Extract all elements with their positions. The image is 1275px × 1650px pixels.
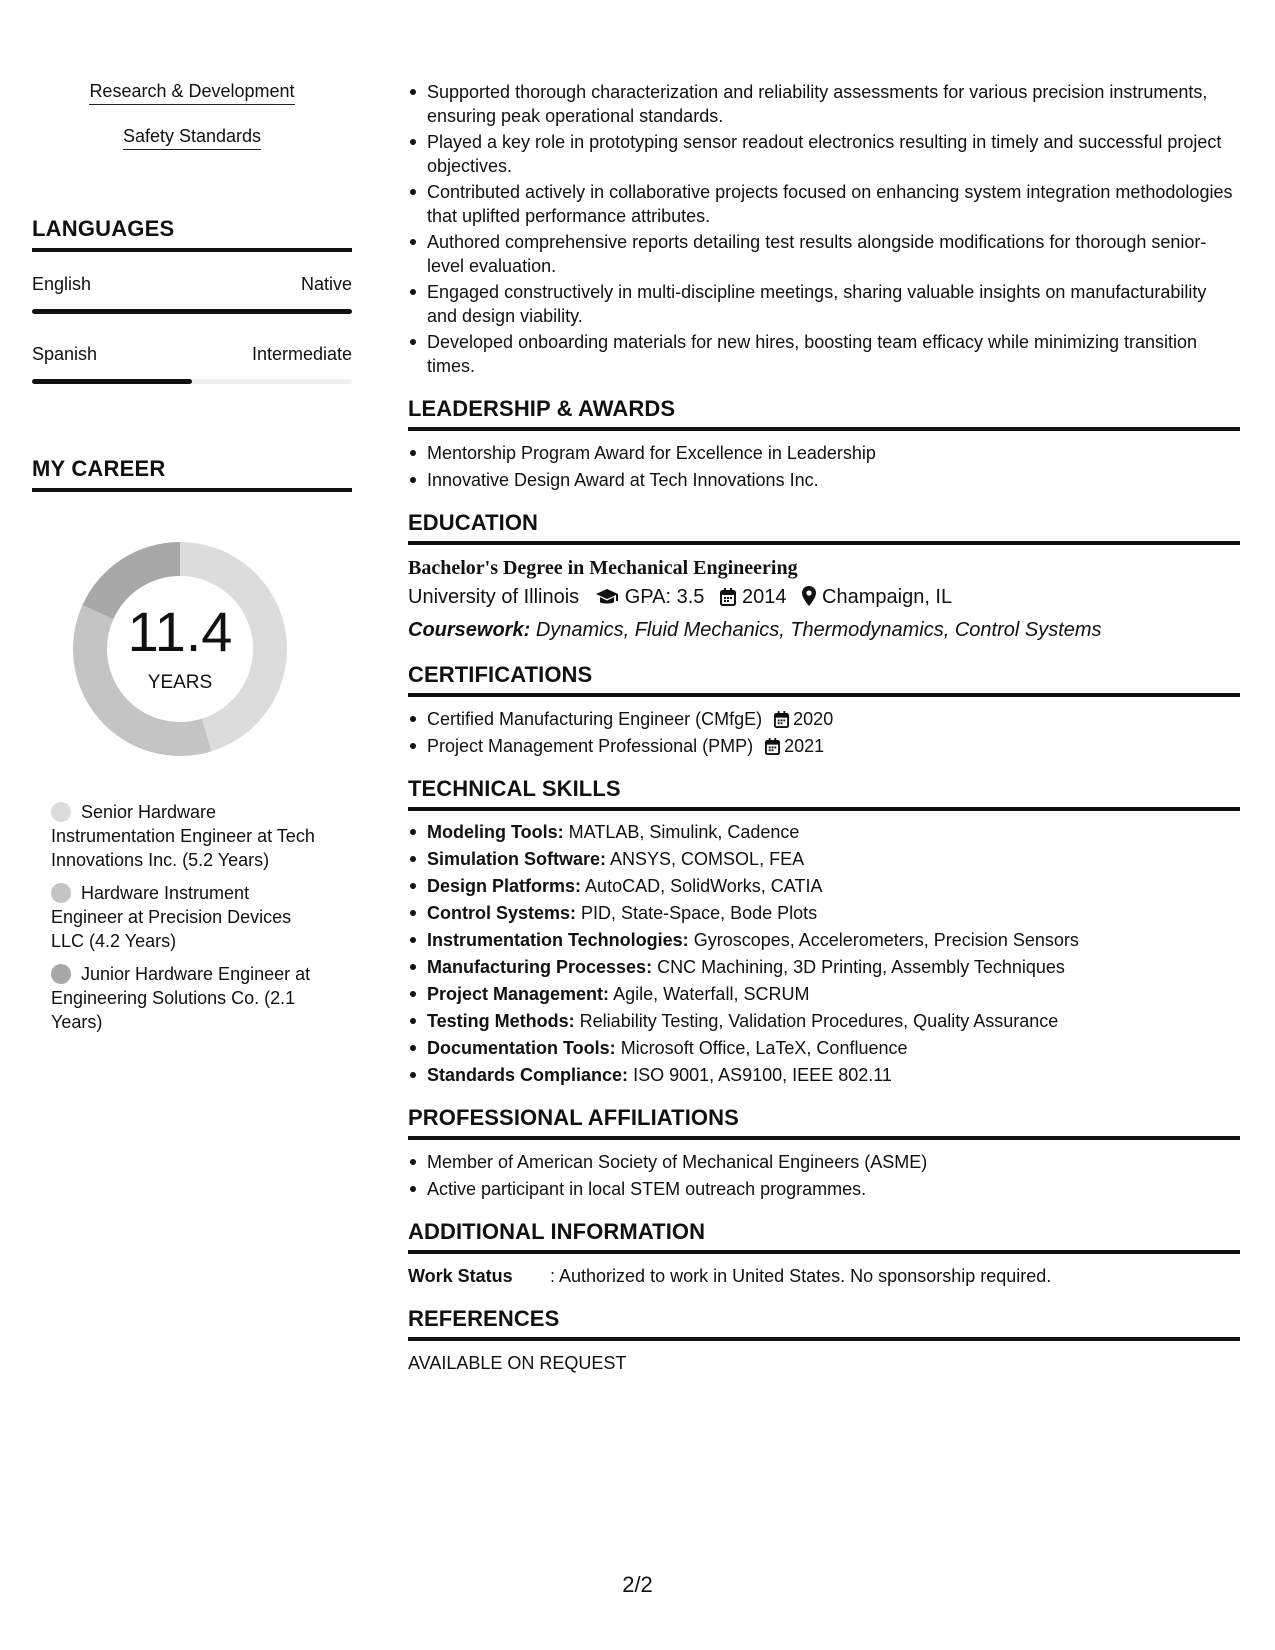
references-text: AVAILABLE ON REQUEST [408, 1353, 627, 1373]
affiliation-item: Member of American Society of Mechanical Engineers (ASME) [408, 1150, 1240, 1174]
career-legend-item [51, 881, 326, 953]
skill-tag: Safety Standards [123, 125, 261, 150]
career-legend-label: Junior Hardware Engineer at Engineering Solutions Co. (2.1 Years) [51, 964, 311, 1032]
experience-bullet: Played a key role in prototyping sensor readout electronics resulting in timely and successful project objectives. [408, 130, 1240, 178]
language-item [32, 344, 352, 384]
skill-values: ISO 9001, AS9100, IEEE 802.11 [633, 1065, 892, 1085]
skill-category: Testing Methods: [427, 1011, 575, 1031]
skill-values: CNC Machining, 3D Printing, Assembly Techniques [657, 957, 1065, 977]
legend-dot [51, 802, 71, 822]
calendar-icon [765, 738, 780, 755]
work-status-row [408, 1264, 1240, 1288]
calendar-icon [720, 586, 736, 614]
skill-item [408, 982, 1240, 1006]
coursework-list: Dynamics, Fluid Mechanics, Thermodynamics, Control Systems [535, 619, 1102, 641]
school-name: University of Illinois [408, 586, 580, 608]
skill-values: ANSYS, COMSOL, FEA [610, 849, 805, 869]
graduation-year: 2014 [741, 586, 787, 608]
language-level: Native [300, 274, 352, 294]
career-legend-label: Senior Hardware Instrumentation Engineer at Tech Innovations Inc. (5.2 Years) [51, 802, 315, 870]
skill-item [408, 874, 1240, 898]
skill-tag: Research & Development [89, 80, 294, 105]
languages-section [32, 216, 352, 384]
skill-category: Control Systems: [427, 903, 577, 923]
certification-year: 2021 [784, 736, 825, 756]
education-section [408, 510, 1240, 644]
right-column [408, 80, 1240, 1375]
experience-bullet: Engaged constructively in multi-discipline meetings, sharing valuable insights on manufacturability and design viability. [408, 280, 1240, 328]
language-level-bar [32, 379, 352, 384]
languages-title: LANGUAGES [32, 216, 352, 252]
certification-item [408, 734, 1240, 758]
language-level-fill [32, 379, 192, 384]
coursework-label: Coursework: [408, 619, 531, 641]
education-meta [408, 583, 1240, 614]
experience-bullet: Authored comprehensive reports detailing test results alongside modifications for thorough senior-level evaluation. [408, 230, 1240, 278]
skill-values: AutoCAD, SolidWorks, CATIA [585, 876, 823, 896]
certification-name: Certified Manufacturing Engineer (CMfgE) [427, 709, 763, 729]
career-section [32, 456, 352, 1034]
affiliations-section [408, 1105, 1240, 1201]
language-item [32, 274, 352, 314]
technical-skills-title: TECHNICAL SKILLS [408, 776, 1240, 811]
experience-bullet: Contributed actively in collaborative projects focused on enhancing system integration methodologies that uplifted performance attributes. [408, 180, 1240, 228]
language-level-fill [32, 309, 352, 314]
coursework [408, 616, 1240, 644]
language-name: Spanish [32, 344, 98, 364]
gpa: GPA: 3.5 [624, 586, 705, 608]
skill-category: Standards Compliance: [427, 1065, 629, 1085]
calendar-icon [774, 711, 789, 728]
affiliation-item: Active participant in local STEM outreach programmes. [408, 1177, 1240, 1201]
skill-category: Project Management: [427, 984, 610, 1004]
left-column [32, 80, 352, 1043]
skill-values: MATLAB, Simulink, Cadence [568, 822, 800, 842]
career-legend [51, 800, 326, 1034]
certifications-section [408, 662, 1240, 758]
language-level: Intermediate [251, 344, 352, 364]
career-years-unit: YEARS [147, 672, 213, 693]
career-total-years: 11.4 [127, 600, 233, 663]
legend-dot [51, 883, 71, 903]
skill-values: Agile, Waterfall, SCRUM [613, 984, 810, 1004]
degree-title: Bachelor's Degree in Mechanical Engineering [408, 557, 798, 579]
additional-info-title: ADDITIONAL INFORMATION [408, 1219, 1240, 1254]
experience-bullets [408, 80, 1240, 378]
skill-category: Design Platforms: [427, 876, 582, 896]
award-item: Innovative Design Award at Tech Innovations Inc. [408, 468, 1240, 492]
school-location: Champaign, IL [822, 586, 953, 608]
education-title: EDUCATION [408, 510, 1240, 545]
skill-category: Manufacturing Processes: [427, 957, 653, 977]
skill-item [408, 1009, 1240, 1033]
skill-item [408, 928, 1240, 952]
skill-values: Gyroscopes, Accelerometers, Precision Sensors [693, 930, 1079, 950]
page-number: 2/2 [622, 1572, 653, 1597]
skill-item [408, 901, 1240, 925]
skill-values: Microsoft Office, LaTeX, Confluence [620, 1038, 908, 1058]
additional-info-section [408, 1219, 1240, 1288]
certifications-title: CERTIFICATIONS [408, 662, 1240, 697]
graduation-cap-icon [595, 586, 619, 614]
certification-name: Project Management Professional (PMP) [427, 736, 754, 756]
skill-item [408, 847, 1240, 871]
certification-year: 2020 [793, 709, 834, 729]
references-section [408, 1306, 1240, 1375]
skill-category: Instrumentation Technologies: [427, 930, 689, 950]
award-item: Mentorship Program Award for Excellence in Leadership [408, 441, 1240, 465]
skill-item [408, 1063, 1240, 1087]
career-legend-label: Hardware Instrument Engineer at Precision Devices LLC (4.2 Years) [51, 883, 292, 951]
skill-category: Documentation Tools: [427, 1038, 616, 1058]
affiliations-title: PROFESSIONAL AFFILIATIONS [408, 1105, 1240, 1140]
work-status-label: Work Status [408, 1266, 513, 1286]
experience-bullet: Supported thorough characterization and reliability assessments for various precision instruments, ensuring peak operational standards. [408, 80, 1240, 128]
skill-item [408, 820, 1240, 844]
experience-bullet: Developed onboarding materials for new hires, boosting team efficacy while minimizing transition times. [408, 330, 1240, 378]
certification-item [408, 707, 1240, 731]
skill-values: Reliability Testing, Validation Procedures, Quality Assurance [579, 1011, 1059, 1031]
language-level-bar [32, 309, 352, 314]
skill-item [408, 955, 1240, 979]
language-name: English [32, 274, 92, 294]
skill-item [408, 1036, 1240, 1060]
references-title: REFERENCES [408, 1306, 1240, 1341]
technical-skills-section [408, 776, 1240, 1087]
work-status-value: : Authorized to work in United States. No sponsorship required. [550, 1266, 1052, 1286]
leadership-section [408, 396, 1240, 492]
skill-category: Simulation Software: [427, 849, 607, 869]
career-title: MY CAREER [32, 456, 352, 492]
career-donut-chart [65, 534, 295, 764]
location-pin-icon [802, 586, 816, 614]
career-legend-item [51, 800, 326, 872]
skill-category: Modeling Tools: [427, 822, 564, 842]
leadership-title: LEADERSHIP & AWARDS [408, 396, 1240, 431]
skill-values: PID, State-Space, Bode Plots [581, 903, 818, 923]
career-legend-item [51, 962, 326, 1034]
skill-tags [32, 80, 352, 170]
legend-dot [51, 964, 71, 984]
